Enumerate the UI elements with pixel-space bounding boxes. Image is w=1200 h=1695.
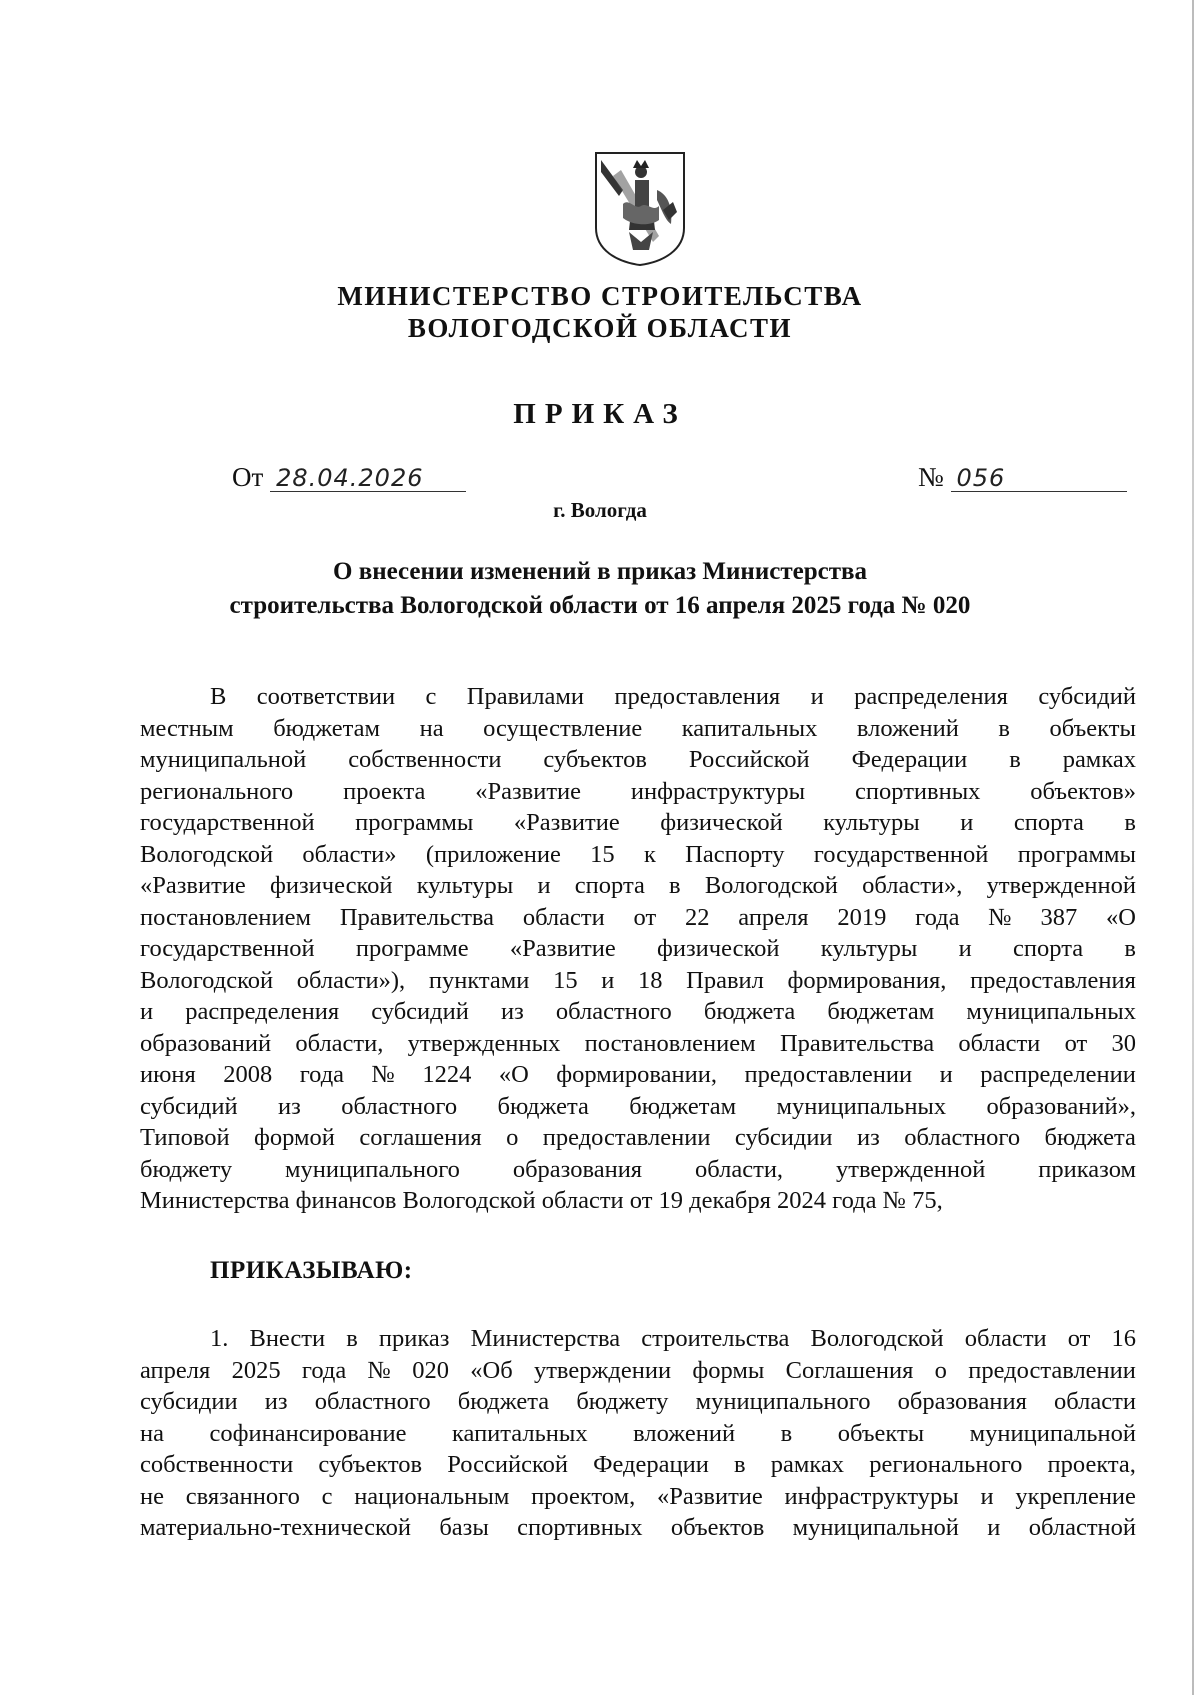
- word: формы: [692, 1356, 765, 1384]
- text-line: [140, 935, 1136, 963]
- word: года: [301, 1356, 347, 1384]
- word: Федерации: [851, 746, 968, 773]
- word: и: [980, 1482, 994, 1510]
- word: муниципальных: [776, 1092, 947, 1120]
- word: капитальных: [451, 1419, 588, 1447]
- word: муниципальной: [969, 1419, 1136, 1447]
- word: Правительства: [339, 903, 495, 931]
- word: инфраструктуры: [784, 1482, 959, 1510]
- ministry-name-line2: ВОЛОГОДСКОЙ ОБЛАСТИ: [407, 313, 793, 343]
- word: Правительства: [779, 1029, 935, 1057]
- word: спорта: [574, 872, 645, 899]
- word: формой: [254, 1124, 335, 1151]
- number-label: №: [918, 462, 944, 492]
- word: спорта: [1013, 809, 1084, 836]
- word: культуры: [823, 809, 920, 836]
- word: «Развитие: [656, 1482, 763, 1510]
- text-line: [140, 809, 1136, 837]
- word: образований»,: [986, 1092, 1136, 1120]
- word: бюджета: [703, 998, 796, 1025]
- text-line: [140, 1483, 1136, 1511]
- word: бюджета: [1044, 1124, 1136, 1151]
- word: культуры: [416, 872, 514, 899]
- text-line: [140, 998, 1136, 1026]
- word: от: [1067, 1325, 1091, 1352]
- coat-of-arms-icon: [593, 150, 687, 268]
- word: июня: [140, 1061, 196, 1088]
- word: бюджетам: [273, 714, 381, 742]
- word: от: [633, 903, 657, 931]
- word: софинансирование: [209, 1419, 407, 1447]
- word: предоставлении: [968, 1356, 1136, 1384]
- date-field: [232, 462, 466, 493]
- word: собственности: [140, 1451, 294, 1478]
- word: 22: [684, 903, 710, 931]
- word: Министерства: [470, 1325, 621, 1352]
- word: областной: [1028, 1514, 1136, 1541]
- word: и: [810, 683, 824, 710]
- word: и: [140, 998, 154, 1025]
- word: в: [1124, 935, 1136, 962]
- word: и: [987, 1514, 1001, 1541]
- text-line: [140, 1124, 1136, 1152]
- word: соглашения: [359, 1124, 482, 1151]
- word: приказом: [1038, 1155, 1136, 1183]
- word: образования: [512, 1155, 643, 1183]
- word: и: [601, 966, 615, 994]
- word: субъектов: [543, 746, 648, 773]
- word: области: [964, 1325, 1047, 1352]
- word: области: [958, 1029, 1041, 1057]
- word: Внести: [249, 1325, 326, 1352]
- word: апреля: [738, 903, 809, 931]
- word: 2019: [837, 903, 887, 931]
- ministry-name-line1: МИНИСТЕРСТВО СТРОИТЕЛЬСТВА: [337, 281, 863, 311]
- word: национальным: [354, 1482, 510, 1510]
- word: распределения: [854, 683, 1008, 710]
- word: №: [367, 1356, 391, 1384]
- word: пунктами: [428, 966, 530, 994]
- word: объекты: [837, 1419, 925, 1447]
- word: субъектов: [318, 1451, 423, 1478]
- text-line: [140, 904, 1136, 932]
- word: «Развитие: [513, 809, 620, 836]
- word: «О: [1106, 903, 1136, 931]
- text-line: [140, 872, 1136, 900]
- word: спортивных: [855, 777, 981, 805]
- word: и: [537, 872, 551, 899]
- word: в: [780, 1419, 793, 1447]
- word: на: [140, 1419, 164, 1447]
- word: и: [939, 1061, 953, 1088]
- text-line: [140, 1030, 1136, 1058]
- word: в: [669, 872, 681, 899]
- text-line: [140, 1357, 1136, 1385]
- word: проекта,: [1047, 1451, 1136, 1478]
- word: вложений: [856, 714, 959, 742]
- word: в: [1124, 809, 1136, 836]
- word: государственной: [140, 809, 315, 836]
- word: Вологодской: [140, 966, 274, 994]
- number-value: 056: [951, 465, 1127, 492]
- word: собственности: [348, 746, 502, 773]
- word: утвержденной: [986, 872, 1136, 899]
- word: области»: [302, 840, 397, 868]
- word: не: [140, 1482, 164, 1510]
- word: бюджетам: [629, 1092, 737, 1120]
- word: материально-технической: [140, 1514, 411, 1541]
- text-line: [140, 715, 1136, 743]
- word: 15: [590, 840, 615, 868]
- text-line: [140, 1156, 1136, 1184]
- word: утвержденной: [836, 1155, 986, 1183]
- word: приказ: [378, 1325, 450, 1352]
- word: распределения: [185, 998, 340, 1025]
- word: предоставления: [614, 683, 781, 710]
- word: «Развитие: [140, 872, 246, 899]
- word: из: [857, 1124, 880, 1151]
- word: муниципальной: [140, 746, 307, 773]
- subject-line1: О внесении изменений в приказ Министерства: [333, 558, 867, 585]
- word: постановлением: [584, 1029, 756, 1057]
- word: образования: [897, 1388, 1027, 1415]
- text-line: [140, 1093, 1136, 1121]
- word: утвержденных: [407, 1029, 561, 1057]
- word: программы: [355, 809, 474, 836]
- word: года: [915, 903, 960, 931]
- word: бюджетам: [827, 998, 935, 1025]
- word: областного: [314, 1388, 431, 1415]
- order-word: ПРИКАЗЫВАЮ:: [210, 1257, 413, 1284]
- word: Вологодской: [140, 840, 274, 868]
- word: В: [210, 683, 227, 710]
- word: проектом,: [531, 1482, 636, 1510]
- word: Соглашения: [785, 1356, 914, 1384]
- word: бюджета: [457, 1388, 550, 1415]
- word: регионального: [869, 1451, 1023, 1478]
- word: апреля: [140, 1356, 211, 1384]
- word: субсидий: [140, 1092, 238, 1120]
- word: 2025: [231, 1356, 281, 1384]
- word: рамках: [770, 1451, 845, 1478]
- word: к: [643, 840, 656, 868]
- word: области,: [295, 1029, 384, 1057]
- word: 020: [412, 1356, 449, 1384]
- word: года: [299, 1061, 345, 1088]
- word: объекты: [1049, 714, 1136, 742]
- word: Федерации: [593, 1451, 709, 1478]
- word: муниципальных: [966, 998, 1136, 1025]
- word: базы: [439, 1514, 489, 1541]
- word: Правил: [686, 966, 764, 994]
- word: субсидии: [140, 1388, 238, 1415]
- word: и: [958, 935, 972, 962]
- word: области»),: [296, 966, 406, 994]
- word: регионального: [140, 777, 294, 805]
- word: программе: [355, 935, 469, 962]
- word: образований: [140, 1029, 272, 1057]
- word: в: [734, 1451, 746, 1478]
- word: областного: [341, 1092, 458, 1120]
- word: «Об: [470, 1356, 513, 1384]
- text-line: [140, 1388, 1136, 1416]
- word: «О: [498, 1061, 529, 1088]
- text-line: [140, 1061, 1136, 1089]
- word: объектов: [670, 1514, 765, 1541]
- word: «Развитие: [475, 777, 582, 805]
- word: 30: [1111, 1029, 1136, 1057]
- word: проекта: [343, 777, 426, 805]
- word: программы: [1017, 840, 1136, 868]
- word: «Развитие: [509, 935, 616, 962]
- word: строительства: [641, 1325, 790, 1352]
- date-value: 28.04.2026: [270, 465, 466, 492]
- word: спорта: [1013, 935, 1084, 962]
- word: Вологодской: [704, 872, 838, 899]
- word: муниципальной: [792, 1514, 959, 1541]
- word: постановлением: [140, 903, 312, 931]
- word: спортивных: [517, 1514, 643, 1541]
- word: культуры: [820, 935, 918, 962]
- word: утверждении: [533, 1356, 672, 1384]
- number-field: [918, 462, 1127, 493]
- word: из: [500, 998, 524, 1025]
- word: субсидий: [371, 998, 469, 1025]
- word: связанного: [185, 1482, 300, 1510]
- word: о: [934, 1356, 947, 1384]
- word: области,: [695, 1155, 784, 1183]
- text-line: [140, 841, 1136, 869]
- word: Российской: [688, 746, 810, 773]
- text-line: [140, 1451, 1136, 1479]
- word: о: [506, 1124, 519, 1151]
- word: на: [419, 714, 444, 742]
- word: области: [1054, 1388, 1136, 1415]
- word: в: [1009, 746, 1021, 773]
- word: укрепление: [1015, 1482, 1136, 1510]
- word: распределении: [980, 1061, 1136, 1088]
- word: государственной: [140, 935, 315, 962]
- word: Паспорту: [685, 840, 785, 868]
- word: формирования,: [787, 966, 947, 994]
- word: физической: [270, 872, 393, 899]
- text-line: [140, 1420, 1136, 1448]
- word: бюджета: [497, 1092, 589, 1120]
- word: физической: [657, 935, 780, 962]
- word: из: [278, 1092, 301, 1120]
- date-label: От: [232, 462, 264, 492]
- word: №: [988, 903, 1012, 931]
- word: от: [1064, 1029, 1088, 1057]
- word: области: [522, 903, 605, 931]
- word: Вологодской: [810, 1325, 944, 1352]
- word: Правилами: [466, 683, 584, 710]
- word: в: [346, 1325, 358, 1352]
- word: соответствии: [256, 683, 396, 710]
- text-line: [140, 746, 1136, 774]
- document-type-title: ПРИКАЗ: [513, 398, 687, 430]
- word: вложений: [633, 1419, 736, 1447]
- word: областного: [904, 1124, 1021, 1151]
- word: и: [960, 809, 974, 836]
- word: 1224: [422, 1061, 472, 1088]
- word: областного: [555, 998, 672, 1025]
- word: субсидии: [734, 1124, 833, 1151]
- word: предоставления: [970, 966, 1136, 994]
- text-line: [140, 1514, 1136, 1542]
- subject-line2: строительства Вологодской области от 16 апреля 2025 года № 020: [229, 592, 971, 619]
- word: капитальных: [681, 714, 818, 742]
- word: с: [425, 683, 437, 710]
- word: Российской: [447, 1451, 568, 1478]
- word: муниципального: [285, 1155, 460, 1183]
- text-line: [140, 967, 1136, 995]
- text-line: Министерства финансов Вологодской области от 19 декабря 2024 года № 75,: [140, 1187, 943, 1214]
- word: физической: [660, 809, 783, 836]
- word: объектов»: [1030, 777, 1136, 805]
- scan-edge-line: [1192, 0, 1194, 1695]
- word: бюджету: [576, 1388, 669, 1415]
- word: 387: [1040, 903, 1078, 931]
- word: государственной: [813, 840, 989, 868]
- word: 15: [553, 966, 578, 994]
- text-line: [210, 1325, 1136, 1353]
- word: муниципального: [695, 1388, 871, 1415]
- word: формировании,: [556, 1061, 717, 1088]
- text-line: [210, 683, 1136, 711]
- word: области»,: [862, 872, 963, 899]
- word: №: [371, 1061, 395, 1088]
- word: из: [264, 1388, 288, 1415]
- word: предоставлении: [744, 1061, 913, 1088]
- word: бюджету: [140, 1155, 233, 1183]
- word: инфраструктуры: [630, 777, 806, 805]
- word: предоставлении: [542, 1124, 711, 1151]
- word: Типовой: [140, 1124, 230, 1151]
- text-line: [140, 778, 1136, 806]
- word: 18: [638, 966, 663, 994]
- word: местным: [140, 714, 234, 742]
- word: субсидий: [1038, 683, 1136, 710]
- word: 2008: [223, 1061, 273, 1088]
- word: с: [321, 1482, 333, 1510]
- word: осуществление: [483, 714, 643, 742]
- word: рамках: [1062, 746, 1136, 773]
- word: (приложение: [425, 840, 561, 868]
- word: в: [998, 714, 1010, 742]
- word: 16: [1111, 1325, 1136, 1352]
- city: г. Вологда: [553, 498, 647, 522]
- word: 1.: [210, 1325, 229, 1352]
